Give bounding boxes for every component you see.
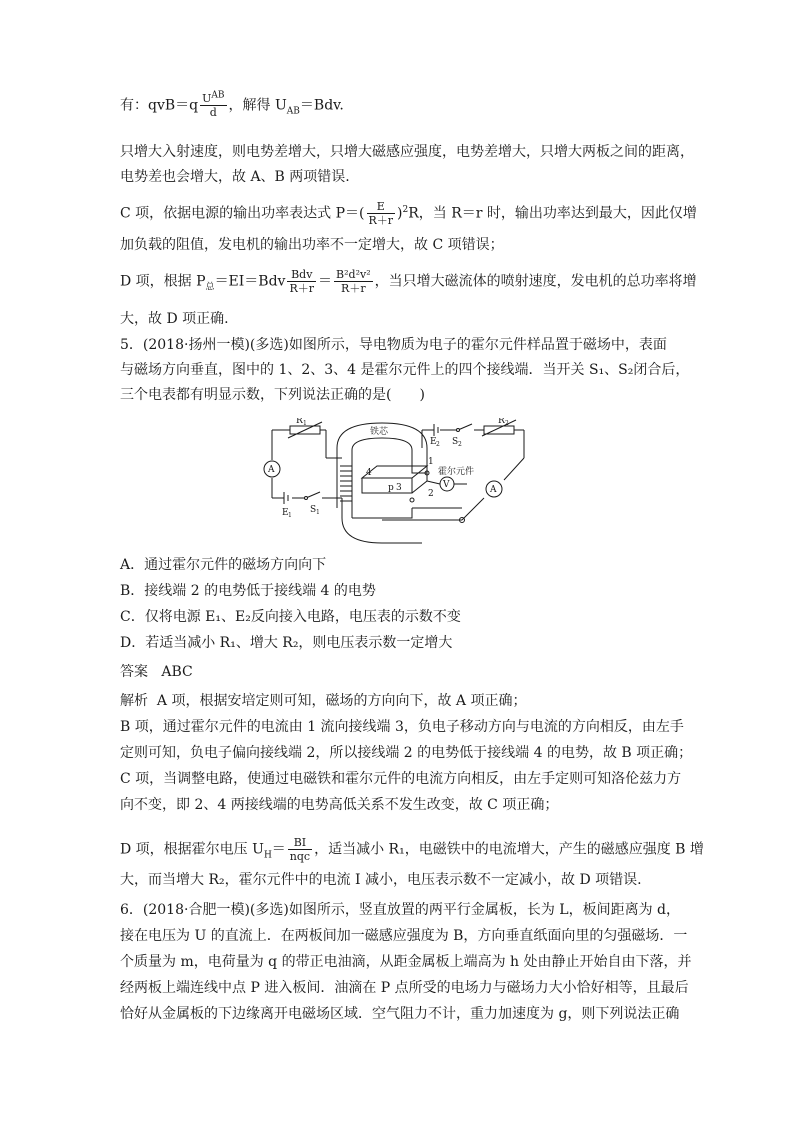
option-b: B．接线端 2 的电势低于接线端 4 的电势: [120, 583, 376, 599]
text-segment: ＝EI＝Bdv: [214, 273, 286, 290]
text-line-3: 电势差也会增大，故 A、B 两项错误.: [120, 169, 350, 185]
text-line-5: 加负载的阻值，发电机的输出功率不一定增大，故 C 项错误；: [120, 237, 504, 253]
text-segment: D 项，根据霍尔电压 U: [120, 841, 264, 858]
fraction: [334, 268, 373, 295]
fraction-denominator: R＋r: [289, 282, 315, 295]
e2-sub: 2: [436, 441, 440, 448]
fraction-denominator: R＋r: [368, 214, 394, 227]
analysis-line-4: C 项，当调整电路，使通过电磁铁和霍尔元件的电流方向相反，由左手定则可知洛伦兹力方: [120, 771, 682, 787]
e1-sub: 1: [288, 512, 292, 519]
option-c: C．仅将电源 E₁、E₂反向接入电路，电压表的示数不变: [120, 609, 461, 625]
fraction-denominator: d: [209, 106, 217, 119]
fraction: [367, 200, 396, 227]
analysis-line-5: 向不变，即 2、4 两接线端的电势高低关系不发生改变，故 C 项正确；: [120, 797, 559, 813]
text-segment: ，解得 U: [228, 97, 287, 114]
hall-element-circuit-diagram: [262, 418, 534, 550]
text-segment: 有：qvB＝q: [120, 97, 199, 114]
subscript: 总: [205, 282, 215, 293]
e1-label: E: [282, 508, 289, 518]
question-5-line-2: 与磁场方向垂直，图中的 1、2、3、4 是霍尔元件上的四个接线端．当开关 S₁、S₂闭合后，: [120, 362, 690, 378]
text-segment: C 项，依据电源的输出功率表达式 P＝(: [120, 205, 365, 222]
terminal-3-label: 3: [396, 483, 402, 493]
circuit-svg: [262, 418, 534, 550]
fraction: [200, 92, 226, 119]
ammeter-label-2: A: [490, 485, 497, 495]
text-line-2: 只增大入射速度，则电势差增大，只增大磁感应强度，电势差增大，只增大两板之间的距离，: [120, 144, 694, 160]
analysis-line-6: [120, 836, 704, 863]
question-6-line-2: 接在电压为 U 的直流上．在两板间加一磁感应强度为 B，方向垂直纸面向里的匀强磁场．一: [120, 928, 688, 944]
text-segment: A 项，根据安培定则可知，磁场的方向向下，故 A 项正确；: [156, 693, 527, 709]
fraction-numerator: Bdv: [287, 268, 316, 282]
subscript: H: [263, 850, 272, 861]
fraction: [288, 836, 312, 863]
question-6-line-5: 恰好从金属板的下边缘离开电磁场区域．空气阻力不计，重力加速度为 g，则下列说法正确: [120, 1006, 680, 1022]
answer-label: 答案: [120, 664, 148, 680]
text-segment: ＝Bdv.: [299, 97, 344, 114]
fraction-denominator: nqc: [289, 850, 311, 863]
text-line-1: [120, 92, 344, 119]
question-5-line-3: 三个电表都有明显示数，下列说法正确的是( ): [120, 387, 425, 403]
text-line-4: [120, 200, 697, 227]
terminal-2-label: 2: [428, 489, 434, 499]
r2-label: R: [498, 418, 505, 426]
subscript: AB: [211, 90, 225, 101]
s1-sub: 1: [316, 509, 320, 516]
hall-element-label: 霍尔元件: [438, 467, 475, 477]
fraction-numerator: B²d²v²: [336, 268, 371, 281]
analysis-line-7: 大，而当增大 R₂，霍尔元件中的电流 I 减小，电压表示数不一定减小，故 D 项错误.: [120, 872, 642, 888]
text-segment: ，适当减小 R₁，电磁铁中的电流增大，产生的磁感应强度 B 增: [314, 841, 704, 858]
fraction-numerator: E: [367, 200, 396, 214]
question-6-line-3: 个质量为 m，电荷量为 q 的带正电油滴，从距金属板上端高为 h 处由静止开始自由下落，并: [120, 954, 692, 970]
question-6-line-4: 经两板上端连线中点 P 进入板间．油滴在 P 点所受的电场力与磁场力大小恰好相等，且最后: [120, 980, 689, 996]
ammeter-label: A: [268, 465, 275, 475]
iron-core-label: 铁芯: [370, 427, 389, 437]
option-d: D．若适当减小 R₁、增大 R₂，则电压表示数一定增大: [120, 635, 453, 651]
analysis-line-1: [120, 692, 526, 710]
subscript: AB: [286, 106, 300, 117]
r1-sub: 1: [303, 420, 307, 427]
analysis-line-3: 定则可知，负电子偏向接线端 2，所以接线端 2 的电势低于接线端 4 的电势，故 B 项正确；: [120, 745, 693, 761]
terminal-4-label: 4: [366, 468, 372, 478]
e2-label: E: [430, 437, 437, 447]
fraction: [287, 268, 316, 295]
answer-value: ABC: [161, 664, 193, 680]
question-5-line-1: 5．(2018·扬州一模)(多选)如图所示，导电物质为电子的霍尔元件样品置于磁场中，表面: [120, 337, 667, 353]
r2-sub: 2: [505, 420, 509, 427]
fraction-denominator: R＋r: [341, 282, 366, 295]
r1-label: R: [296, 418, 303, 426]
question-6-line-1: 6．(2018·合肥一模)(多选)如图所示，竖直放置的两平行金属板，长为 L，板间距离为 d，: [120, 902, 680, 918]
text-segment: D 项，根据 P: [120, 273, 206, 290]
text-segment: R，当 R＝r 时，输出功率达到最大，因此仅增: [408, 205, 697, 222]
text-segment: ): [397, 205, 403, 222]
fraction-numerator: BI: [288, 836, 312, 850]
text-line-6: [120, 268, 697, 295]
text-segment: ＝: [271, 841, 286, 858]
analysis-label: 解析: [120, 693, 148, 709]
superscript: 2: [402, 204, 409, 215]
s1-label: S: [310, 505, 317, 515]
terminal-1-label: 1: [428, 457, 434, 467]
option-a: A．通过霍尔元件的磁场方向向下: [120, 557, 327, 573]
answer-line: [120, 663, 193, 681]
text-line-7: 大，故 D 项正确.: [120, 311, 229, 327]
voltmeter-label: V: [443, 480, 450, 490]
p-label: p: [388, 483, 394, 493]
text-segment: ，当只增大磁流体的喷射速度，发电机的总功率将增: [374, 273, 697, 290]
s2-sub: 2: [458, 441, 462, 448]
text-segment: ＝: [318, 273, 333, 290]
analysis-line-2: B 项，通过霍尔元件的电流由 1 流向接线端 3，负电子移动方向与电流的方向相反，由左手: [120, 719, 684, 735]
s2-label: S: [452, 437, 459, 447]
fraction-numerator: U: [202, 92, 212, 105]
